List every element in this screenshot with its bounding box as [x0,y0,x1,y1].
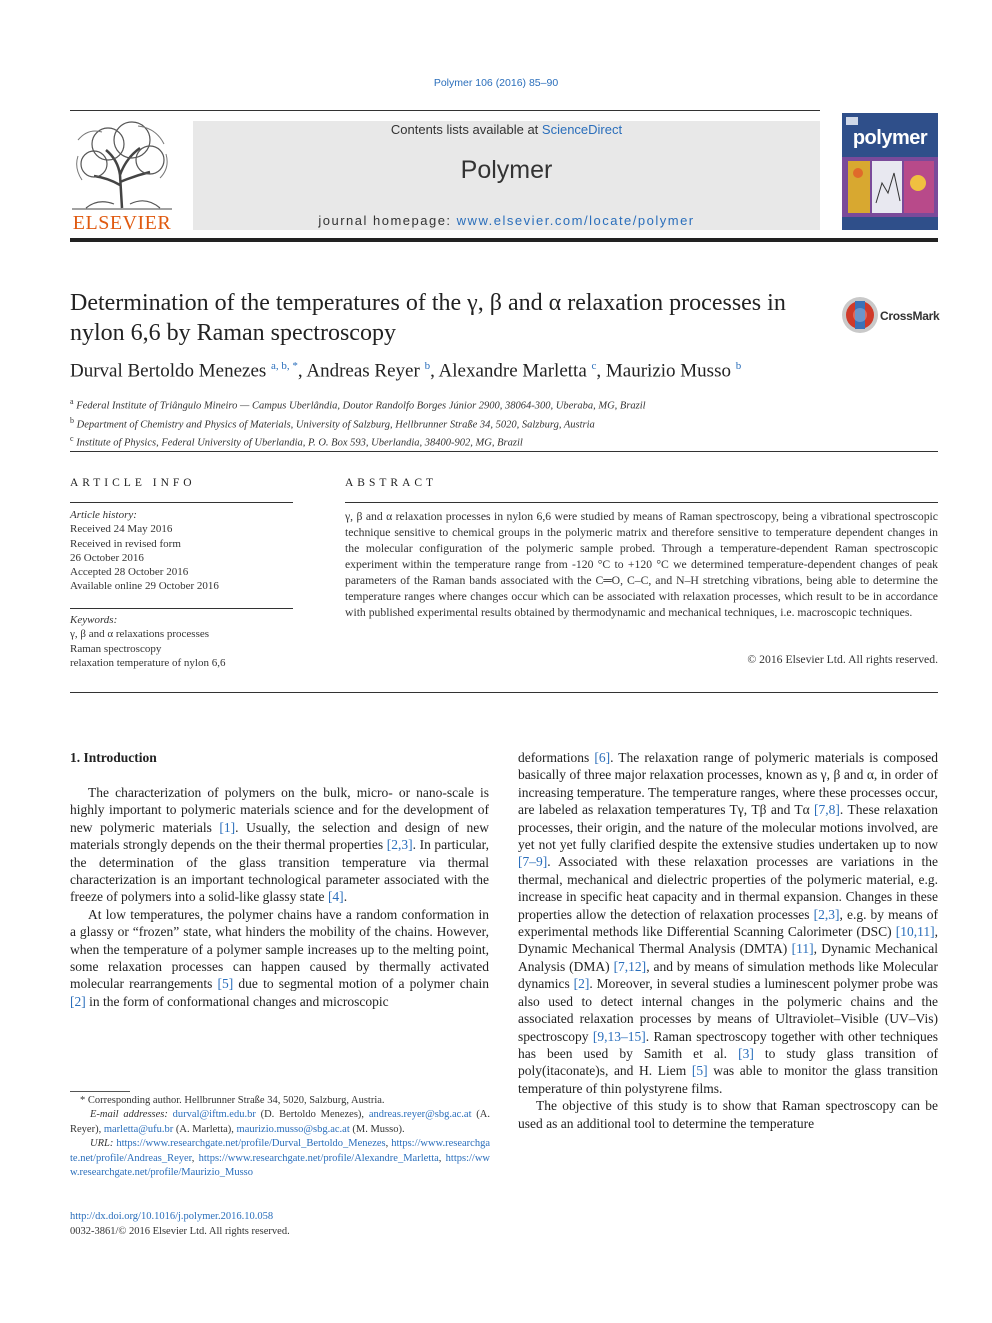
contents-line [193,122,820,137]
citation-link[interactable]: [10,11] [895,924,935,940]
journal-reference[interactable]: Polymer 106 (2016) 85–90 [433,77,559,89]
citation-link[interactable]: [2,3] [813,906,840,922]
contents-prefix: Contents lists available at [390,122,542,137]
citation-link[interactable]: [3] [738,1045,754,1061]
doi-link[interactable]: http://dx.doi.org/10.1016/j.polymer.2016.10.058 [70,1211,274,1222]
body-paragraph [518,749,938,1097]
history-item: Accepted 28 October 2016 [70,566,189,579]
email-owner: (D. Bertoldo Menezes), [255,1109,369,1121]
sciencedirect-link[interactable]: ScienceDirect [541,122,623,137]
author-list [70,360,938,382]
affiliation-item [70,414,938,433]
body-text: . The relaxation range of polymeric materials is composed basically of three major relaxation processes, known as γ, β and α, in order of increasing temperature. The temperature ranges, where these processes occur, are labeled as relaxation temperatures Tγ, Tβ and Tα [518,750,939,818]
citation-link[interactable]: [7,12] [613,958,647,974]
body-column-right [518,749,938,1132]
url-list: URL: https://www.researchgate.net/profile/Durval_Bertoldo_Menezes, https://www.researchgate.net/profile/Andreas_Reyer, https://www.researchgate.net/profile/Alexandre_Marletta, https://www.researchgate.net/profile/Maurizio_Musso [70,1138,490,1179]
citation-link[interactable]: [5] [691,1063,708,1079]
header-rule [70,110,820,111]
citation-link[interactable]: [7,8] [813,802,840,818]
email-link[interactable]: marletta@ufu.br [103,1123,174,1135]
abstract-text: γ, β and α relaxation processes in nylon 6,6 were studied by means of Raman spectroscopy, being a vibrational spectroscopic technique sensitive to chemical groups in the polymeric matrix and therefore sensitive to temperature dependent changes in the molecular configuration of the polymeric sample probed. Through a temperature-dependent Raman spectroscopic experiment within the temperature range from -120 °C to +120 °C we determined temperature-dependent changes of peak parameters of the Raman bands associated with the C═O, C–C, and N–H stretching vibrations, being able to determine the temperature ranges where changes occur which can be associated with relaxation processes, which result to be in accordance with published experimental results obtained by thermodynamic and mechanical techniques, i.e. macroscopic techniques. [345,510,938,619]
author-affiliation-mark[interactable]: b [424,360,431,372]
body-text: was able to monitor the glass transition temperature of thin polystyrene films. [518,1063,938,1096]
citation-link[interactable]: [5] [217,976,234,992]
history-item: 26 October 2016 [70,551,144,564]
footnotes [70,1094,490,1180]
article-history [70,508,293,594]
elsevier-wordmark: ELSEVIER [72,212,172,234]
profile-url-link[interactable]: https://www.researchgate.net/profile/Durval_Bertoldo_Menezes [116,1138,386,1150]
body-text: , Dynamic Mechanical Analysis (DMA) [518,941,938,974]
affiliation-rule [70,451,938,452]
body-paragraph [70,784,489,906]
cover-title: polymer [852,127,928,149]
profile-url-link[interactable]: https://www.researchgate.net/profile/Alexandre_Marletta [198,1152,439,1164]
crossmark-label[interactable]: CrossMark [880,309,940,323]
body-text: . Raman spectroscopy together with other techniques has been used by Samith et al. [518,1028,938,1061]
citation-link[interactable]: [4] [327,889,344,905]
history-item: Available online 29 October 2016 [70,580,219,593]
keywords-rule [70,608,293,609]
email-owner: (M. Musso). [349,1123,405,1135]
email-owner: (A. Reyer), [70,1109,490,1135]
citation-link[interactable]: [9,13–15] [592,1028,646,1044]
affiliation-item [70,395,938,414]
abstract-bottom-rule [70,692,938,693]
journal-name: Polymer [460,156,553,184]
affiliation-mark: a [70,397,74,406]
journal-cover[interactable] [842,113,938,230]
corresponding-author-note: * Corresponding author. Hellbrunner Straße 34, 5020, Salzburg, Austria. [80,1095,385,1106]
body-text: , e.g. by means of experimental methods like Differential Scanning Calorimeter (DSC) [518,906,938,940]
profile-url-link[interactable]: https://www.researchgate.net/profile/Maurizio_Musso [70,1152,490,1179]
body-paragraph [518,1097,938,1132]
citation-link[interactable]: [11] [791,941,814,957]
author-separator: , [430,360,439,382]
history-item: Received 24 May 2016 [70,523,173,536]
body-text: . Associated with these relaxation processes are variations in the thermal, mechanical and dielectric properties of the polymeric material, e.g. increase in specific heat capacity and in thermal expansion. Changes in these properties allow the detection of relaxation processes [518,854,938,922]
body-text: . Moreover, in several studies a luminescent polymer probe was also used to detect internal changes in the polymeric chains and the associated relaxation processes by means of Ultraviolet–Visible (UV–Vis) spectroscopy [518,976,938,1044]
citation-link[interactable]: [2,3] [386,837,413,853]
keyword-item: relaxation temperature of nylon 6,6 [70,656,226,669]
email-addresses [70,1108,490,1137]
body-text: . In particular, the determination of the glass transition temperature via thermal characterization is an important technological parameter associated with the freeze of polymers into a solid-like glassy state [70,837,489,905]
body-text: . Usually, the selection and design of new materials strongly depends on the their thermal properties [70,819,489,853]
body-text: At low temperatures, the polymer chains have a random conformation in a glassy or “frozen” state, what hinders the mobility of the chains. However, when the temperature of a polymer sample increases up to the melting point, some relaxation processes can happen caused by thermally activated molecular rearrangements [70,906,489,992]
article-info-heading: ARTICLE INFO [70,477,196,489]
citation-link[interactable]: [6] [594,750,611,765]
journal-homepage [193,213,820,228]
author-separator: , [297,360,307,382]
email-owner: (A. Marletta), [173,1123,237,1135]
abstract-rule [345,502,938,503]
citation-link[interactable]: [7–9] [518,854,548,870]
body-text: in the form of conformational changes and microscopic [85,993,389,1009]
keywords-label: Keywords: [70,614,118,626]
abstract-copyright: © 2016 Elsevier Ltd. All rights reserved. [747,653,938,666]
body-text: to study glass transition of poly(itaconate)s, and H. Liem [518,1045,938,1079]
author-name: Andreas Reyer [306,360,420,382]
author-name: Durval Bertoldo Menezes [70,360,267,382]
author-separator: , [596,360,606,382]
keyword-item: γ, β and α relaxations processes [70,628,210,641]
author-affiliation-mark[interactable]: b [735,360,742,372]
section-heading-introduction: 1. Introduction [70,750,157,765]
affiliation-mark: b [70,415,74,425]
author-name: Alexandre Marletta [438,360,587,382]
homepage-prefix: journal homepage: [318,213,457,228]
affiliation-item [70,432,938,451]
keywords [70,613,293,670]
article-info-rule [70,502,293,503]
body-text: The objective of this study is to show that Raman spectroscopy can be used as an additional tool to determine the temperature [518,1098,938,1131]
affiliation-text: Federal Institute of Triângulo Mineiro — Campus Uberlândia, Doutor Randolfo Borges Júnior 2900, 38064-300, Uberaba, MG, Brazil [76,400,646,412]
author-affiliation-mark[interactable]: a, b, * [271,360,298,372]
body-text: The characterization of polymers on the bulk, micro- or nano-scale is highly important to polymeric materials science and for the development of new polymeric materials [70,785,489,835]
citation-link[interactable]: [1] [219,819,236,835]
affiliations [70,395,938,451]
history-item: Received in revised form [70,537,181,550]
url-label: URL: [90,1138,117,1150]
author-affiliation-mark[interactable]: c [591,360,597,372]
article-title: Determination of the temperatures of the γ, β and α relaxation processes in nylon 6,6 by Raman spectroscopy [70,290,786,346]
affiliation-text: Department of Chemistry and Physics of Materials, University of Salzburg, Hellbrunner Straße 34, 5020, Salzburg, Austria [76,419,595,430]
body-text: . These relaxation processes, their origin, and the nature of the molecular motions involved, are yet not yet fully clarified despite the extensive studies undertaken up to now [518,802,938,853]
body-text: . [343,889,348,905]
citation-link[interactable]: [2] [573,976,590,992]
abstract-heading: ABSTRACT [345,477,438,489]
body-text: deformations [518,750,595,765]
body-text: , and by means of simulation methods like Molecular dynamics [518,958,938,992]
homepage-link[interactable]: www.elsevier.com/locate/polymer [456,213,695,228]
body-column-left [70,784,489,1010]
email-link[interactable]: andreas.reyer@sbg.ac.at [368,1109,472,1121]
keyword-item: Raman spectroscopy [70,642,162,655]
affiliation-mark: c [70,434,74,443]
body-text: due to segmental motion of a polymer chain [233,976,489,992]
email-link[interactable]: maurizio.musso@sbg.ac.at [236,1123,350,1135]
email-link[interactable]: durval@iftm.edu.br [172,1109,256,1121]
affiliation-text: Institute of Physics, Federal University of Uberlandia, P. O. Box 593, Uberlandia, 38400-902, MG, Brazil [76,437,523,449]
header-thick-rule [70,238,938,242]
author-name: Maurizio Musso [605,360,731,382]
email-label: E-mail addresses: [90,1109,173,1121]
history-label: Article history: [70,509,137,521]
body-paragraph [70,906,489,1010]
profile-url-link[interactable]: https://www.researchgate.net/profile/Andreas_Reyer [70,1138,490,1164]
issn-line: 0032-3861/© 2016 Elsevier Ltd. All rights reserved. [70,1226,290,1237]
body-text: , Dynamic Mechanical Thermal Analysis (DMTA) [518,924,938,957]
citation-link[interactable]: [2] [70,993,86,1009]
footnote-rule [70,1091,130,1092]
